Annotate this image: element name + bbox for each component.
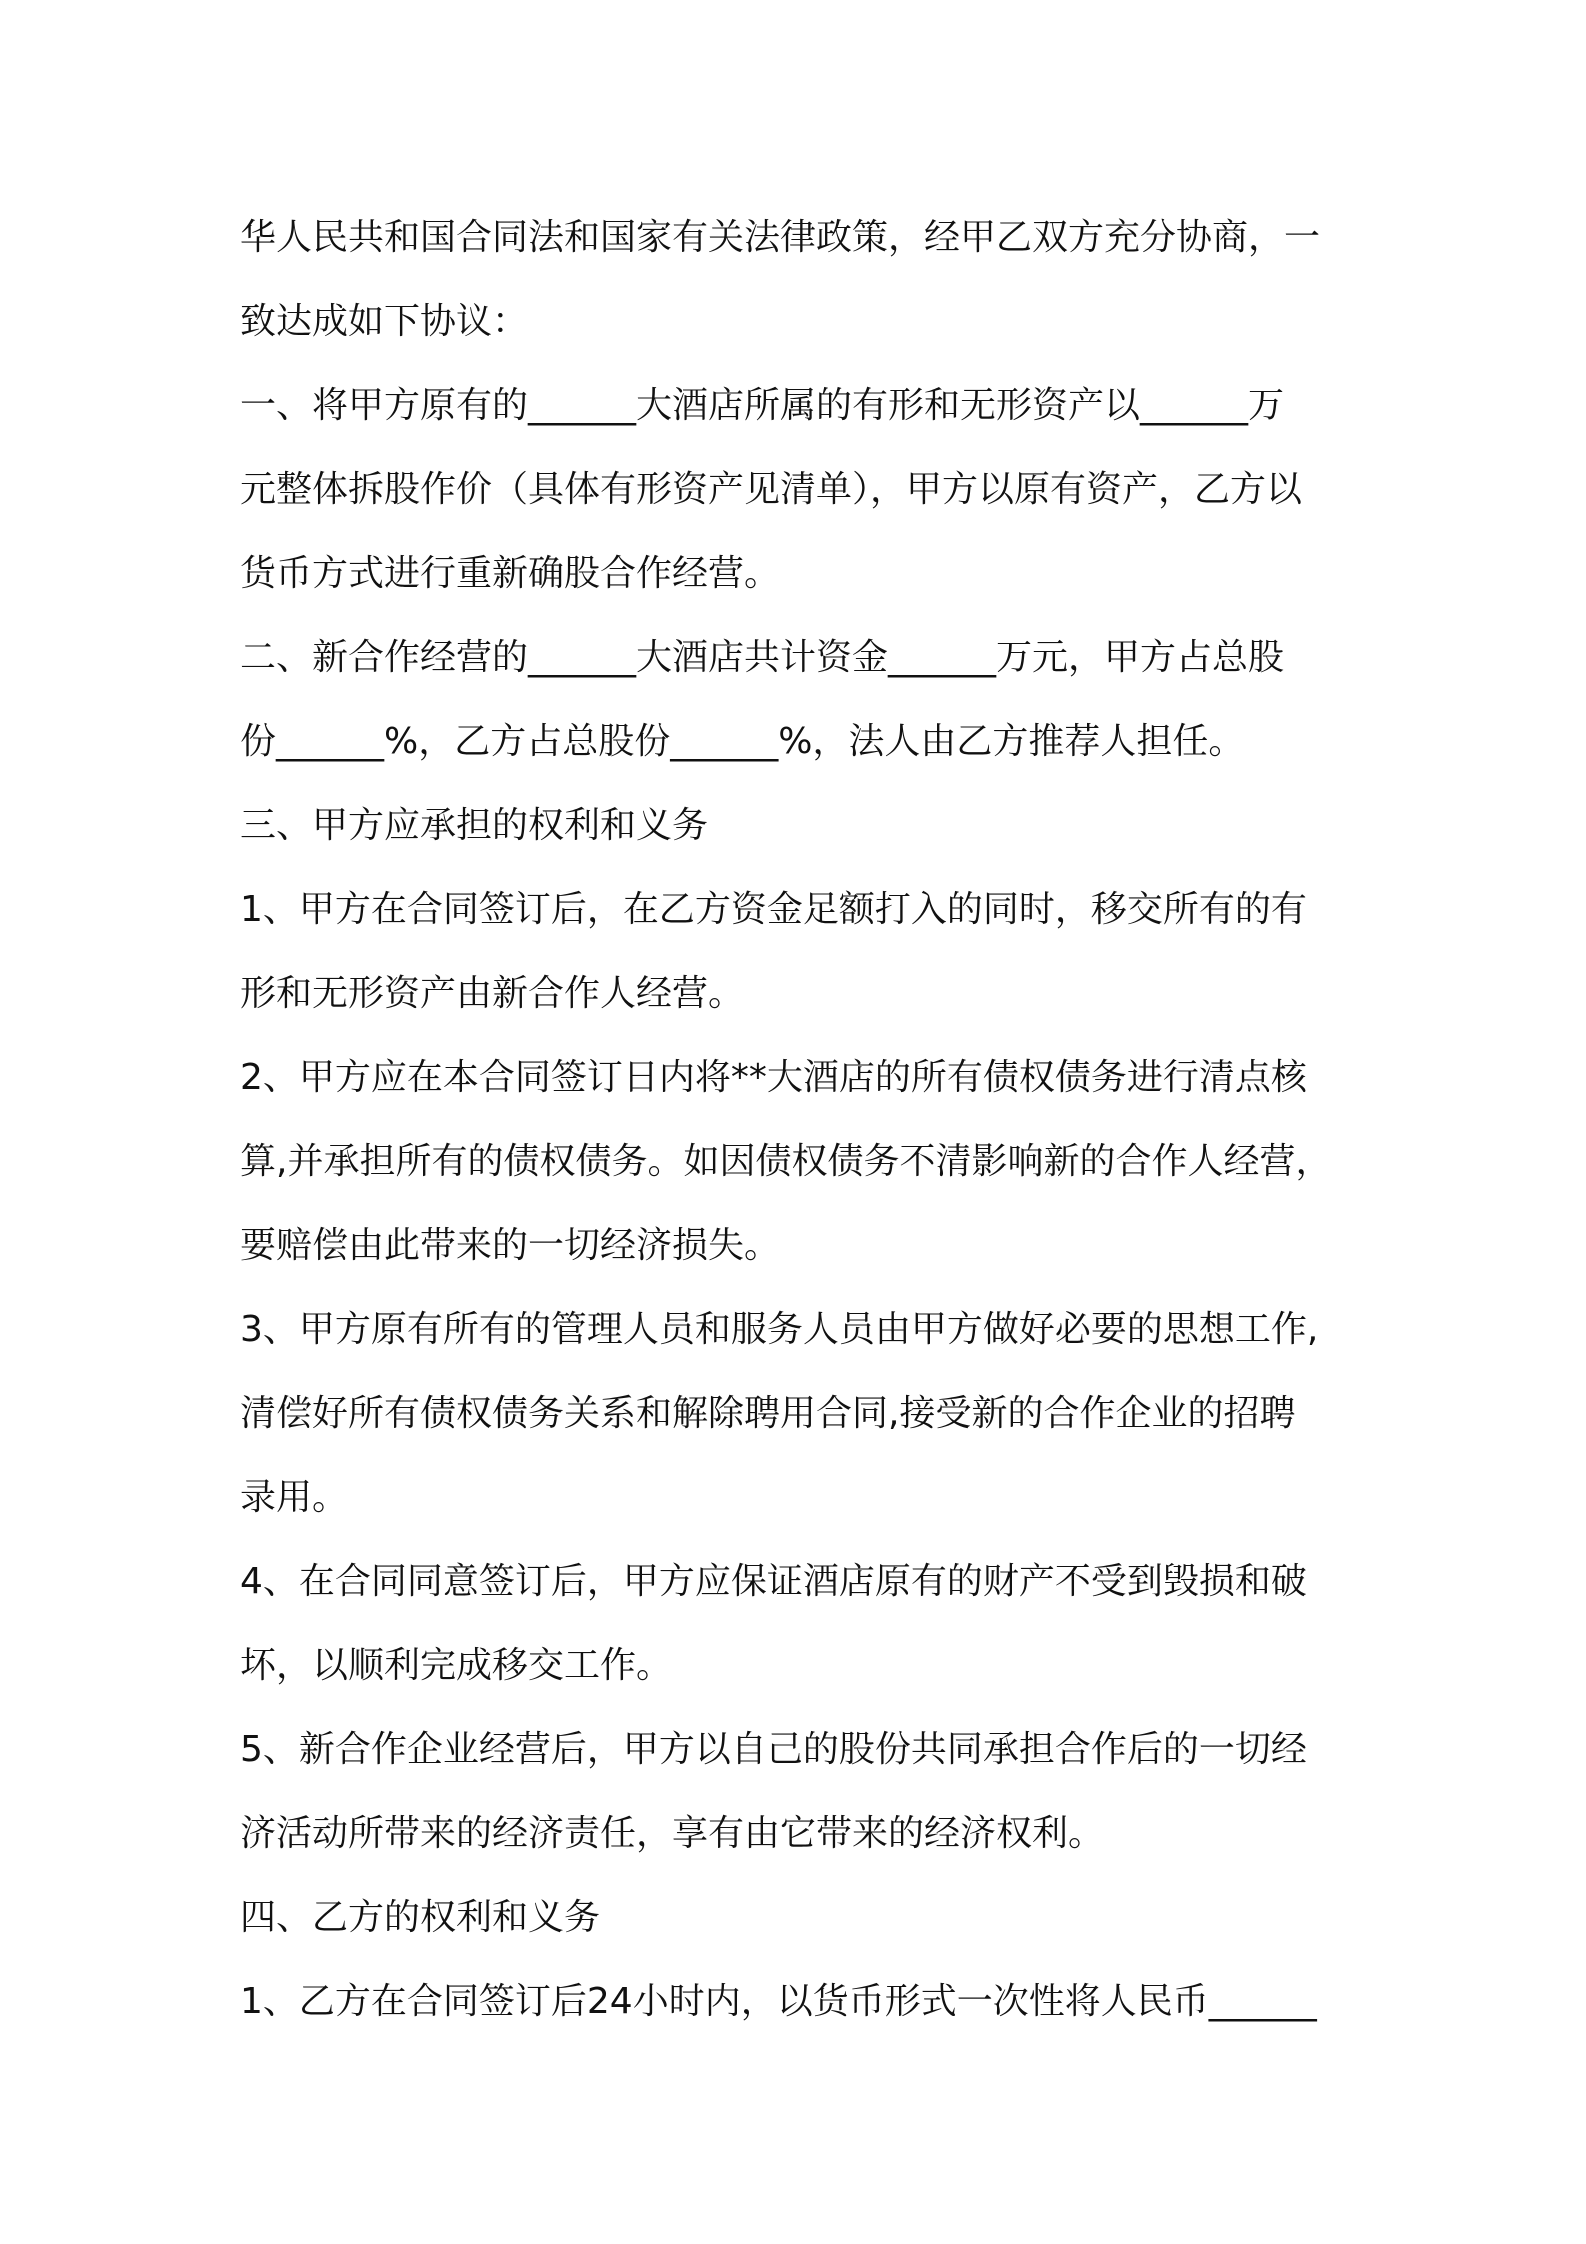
text-line: 要赔偿由此带来的一切经济损失。 <box>240 1225 781 1266</box>
text-line: 致达成如下协议： <box>240 301 529 342</box>
item-4-1: 1、乙方在合同签订后24小时内，以货币形式一次性将人民币______ <box>240 1981 1317 2022</box>
text-line: 形和无形资产由新合作人经营。 <box>240 973 745 1014</box>
item-3-5: 5、新合作企业经营后，甲方以自己的股份共同承担合作后的一切经 <box>240 1729 1307 1770</box>
clause-1: 一、将甲方原有的______大酒店所属的有形和无形资产以______万 <box>240 385 1285 426</box>
item-3-2: 2、甲方应在本合同签订日内将**大酒店的所有债权债务进行清点核 <box>240 1057 1307 1098</box>
section-heading-4: 四、乙方的权利和义务 <box>240 1897 601 1938</box>
item-3-1: 1、甲方在合同签订后，在乙方资金足额打入的同时，移交所有的有 <box>240 889 1307 930</box>
item-3-3: 3、甲方原有所有的管理人员和服务人员由甲方做好必要的思想工作, <box>240 1309 1319 1350</box>
document-body <box>240 196 1360 2044</box>
text-line: 济活动所带来的经济责任，享有由它带来的经济权利。 <box>240 1813 1105 1854</box>
section-heading-3: 三、甲方应承担的权利和义务 <box>240 805 709 846</box>
text-line: 清偿好所有债权债务关系和解除聘用合同,接受新的合作企业的招聘 <box>240 1393 1296 1434</box>
text-line: 华人民共和国合同法和国家有关法律政策，经甲乙双方充分协商，一 <box>240 217 1321 258</box>
text-line: 份______%，乙方占总股份______%，法人由乙方推荐人担任。 <box>240 721 1245 762</box>
item-3-4: 4、在合同同意签订后，甲方应保证酒店原有的财产不受到毁损和破 <box>240 1561 1307 1602</box>
text-line: 算,并承担所有的债权债务。如因债权债务不清影响新的合作人经营， <box>240 1141 1332 1182</box>
text-line: 货币方式进行重新确股合作经营。 <box>240 553 781 594</box>
text-line: 录用。 <box>240 1477 349 1518</box>
text-line: 坏，以顺利完成移交工作。 <box>240 1645 673 1686</box>
clause-2: 二、新合作经营的______大酒店共计资金______万元，甲方占总股 <box>240 637 1285 678</box>
text-line: 元整体拆股作价（具体有形资产见清单），甲方以原有资产，乙方以 <box>240 469 1303 510</box>
